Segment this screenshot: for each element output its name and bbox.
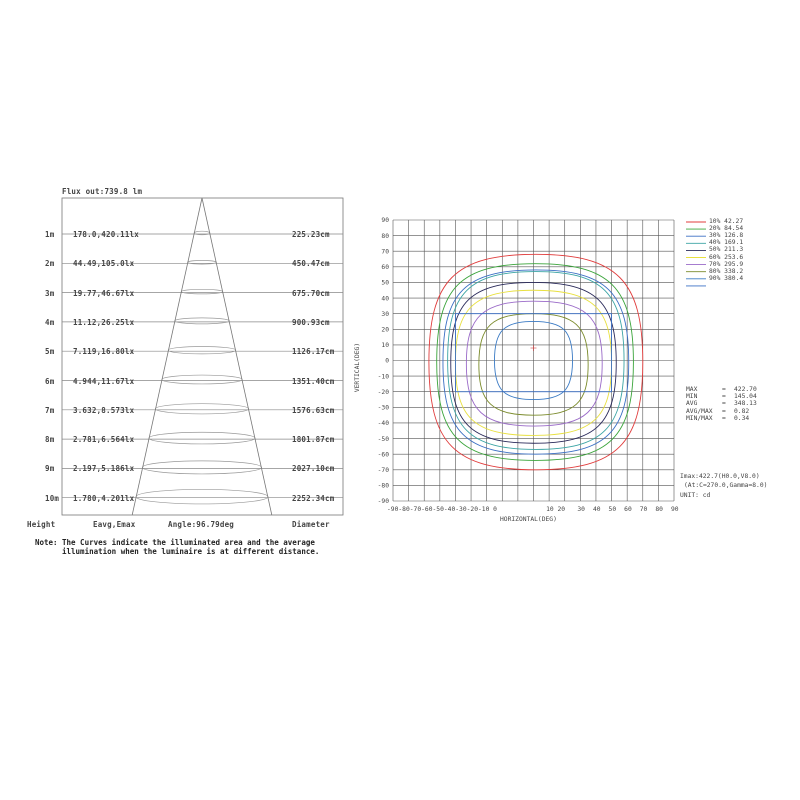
row-lux: 2.781,6.564lx — [73, 435, 135, 445]
row-lux: 2.197,5.186lx — [73, 464, 135, 474]
x-tick-label: -90-80-70-60-50-40-30-20-10 0 — [387, 506, 497, 513]
row-diameter: 225.23cm — [292, 230, 330, 239]
imax-line-1: Imax:422.7(H0.0,V8.0) — [680, 473, 760, 480]
footer-angle: Angle:96.79deg — [168, 520, 235, 529]
y-tick-label: -90 — [377, 498, 389, 506]
y-tick-label: 30 — [381, 310, 389, 318]
row-lux: 11.12,26.25lx — [73, 317, 135, 327]
row-diameter: 1351.40cm — [292, 376, 335, 386]
stat-label: MAX — [686, 386, 698, 393]
stat-value: 348.13 — [734, 400, 757, 408]
legend-entry: 60% 253.6 — [709, 253, 744, 261]
stat-equals: = — [722, 407, 726, 415]
y-tick-label: -20 — [377, 388, 389, 396]
row-diameter: 1801.87cm — [292, 435, 335, 445]
x-tick-label: 10 20 — [546, 506, 566, 513]
stat-value: 422.70 — [734, 386, 757, 393]
row-diameter: 2252.34cm — [292, 493, 335, 503]
legend-entry: 10% 42.27 — [709, 218, 744, 225]
row-height: 5m — [45, 347, 55, 357]
imax-line-2: (At:C=270.0,Gamma=8.0) — [684, 482, 768, 489]
footer-eavg: Eavg,Emax — [93, 520, 136, 529]
stat-label: MIN/MAX — [686, 414, 713, 422]
row-lux: 7.119,16.80lx — [73, 347, 135, 357]
x-tick-label: 40 — [592, 506, 601, 513]
y-tick-label: 80 — [381, 232, 389, 240]
row-lux: 44.49,105.0lx — [73, 259, 135, 269]
note-line-2: illumination when the luminaire is at different distance. — [62, 547, 320, 556]
row-diameter: 675.70cm — [292, 288, 330, 298]
stat-equals: = — [722, 400, 726, 408]
row-diameter: 1126.17cm — [292, 347, 335, 357]
row-height: 2m — [45, 259, 55, 269]
row-height: 8m — [45, 435, 55, 445]
stat-equals: = — [722, 386, 726, 393]
legend-entry: 70% 295.9 — [709, 260, 744, 268]
y-tick-label: -30 — [377, 404, 389, 412]
stat-label: AVG — [686, 400, 698, 408]
legend-entry: 50% 211.3 — [709, 246, 744, 254]
row-diameter: 1576.63cm — [292, 405, 335, 415]
note-line-1: The Curves indicate the illuminated area and the average — [62, 538, 315, 547]
x-tick-label: 60 — [624, 506, 632, 513]
stat-equals: = — [722, 393, 726, 401]
row-height: 3m — [45, 288, 55, 298]
legend-entry: 80% 338.2 — [709, 267, 744, 275]
y-axis-title: VERTICAL(DEG) — [354, 342, 362, 393]
row-diameter: 2027.10cm — [292, 464, 335, 474]
y-tick-label: -80 — [377, 482, 389, 490]
row-diameter: 450.47cm — [292, 259, 330, 269]
stat-label: MIN — [686, 393, 698, 401]
footer-diameter: Diameter — [292, 520, 330, 529]
y-tick-label: 70 — [381, 248, 389, 256]
row-lux: 4.944,11.67lx — [73, 376, 135, 386]
legend-entry: 90% 380.4 — [709, 274, 744, 282]
x-tick-label: 50 — [608, 506, 617, 513]
row-diameter: 900.93cm — [292, 317, 330, 327]
stat-value: 0.82 — [734, 407, 750, 415]
y-tick-label: -70 — [377, 466, 389, 474]
y-tick-label: 10 — [381, 342, 389, 350]
stat-equals: = — [722, 414, 726, 422]
row-height: 4m — [45, 317, 55, 327]
note-label: Note: — [35, 538, 58, 547]
footer-height: Height — [27, 520, 56, 529]
row-lux: 19.77,46.67lx — [73, 288, 135, 298]
x-axis-title: HORIZONTAL(DEG) — [500, 516, 557, 523]
y-tick-label: 0 — [385, 357, 389, 365]
y-tick-label: -40 — [377, 420, 389, 428]
row-height: 10m — [45, 493, 60, 503]
stat-label: AVG/MAX — [686, 407, 713, 415]
x-tick-label: 90 — [671, 506, 679, 513]
unit-label: UNIT: cd — [680, 492, 711, 499]
x-tick-label: 80 — [655, 506, 663, 513]
x-tick-label: 30 — [577, 506, 585, 513]
x-tick-label: 70 — [639, 506, 648, 513]
legend-entry: 30% 126.8 — [709, 232, 744, 240]
legend-entry: 40% 169.1 — [709, 239, 744, 247]
y-tick-label: -50 — [377, 435, 389, 443]
row-lux: 178.0,420.11lx — [73, 230, 140, 239]
contour-1 — [429, 254, 643, 469]
row-height: 9m — [45, 464, 55, 474]
legend-entry: 20% 84.54 — [709, 225, 744, 233]
y-tick-label: 60 — [381, 264, 389, 272]
y-tick-label: -10 — [377, 373, 389, 381]
row-lux: 1.780,4.201lx — [73, 493, 135, 503]
row-height: 6m — [45, 376, 55, 386]
flux-label: Flux out:739.8 lm — [62, 187, 143, 196]
row-height: 7m — [45, 405, 55, 415]
y-tick-label: 40 — [381, 295, 389, 303]
y-tick-label: -60 — [377, 451, 389, 459]
stat-value: 145.04 — [734, 393, 757, 401]
row-height: 1m — [45, 230, 55, 239]
y-tick-label: 50 — [381, 279, 389, 287]
y-tick-label: 20 — [381, 326, 389, 334]
y-tick-label: 90 — [381, 217, 389, 225]
stat-value: 0.34 — [734, 414, 750, 422]
row-lux: 3.632,8.573lx — [73, 405, 135, 415]
